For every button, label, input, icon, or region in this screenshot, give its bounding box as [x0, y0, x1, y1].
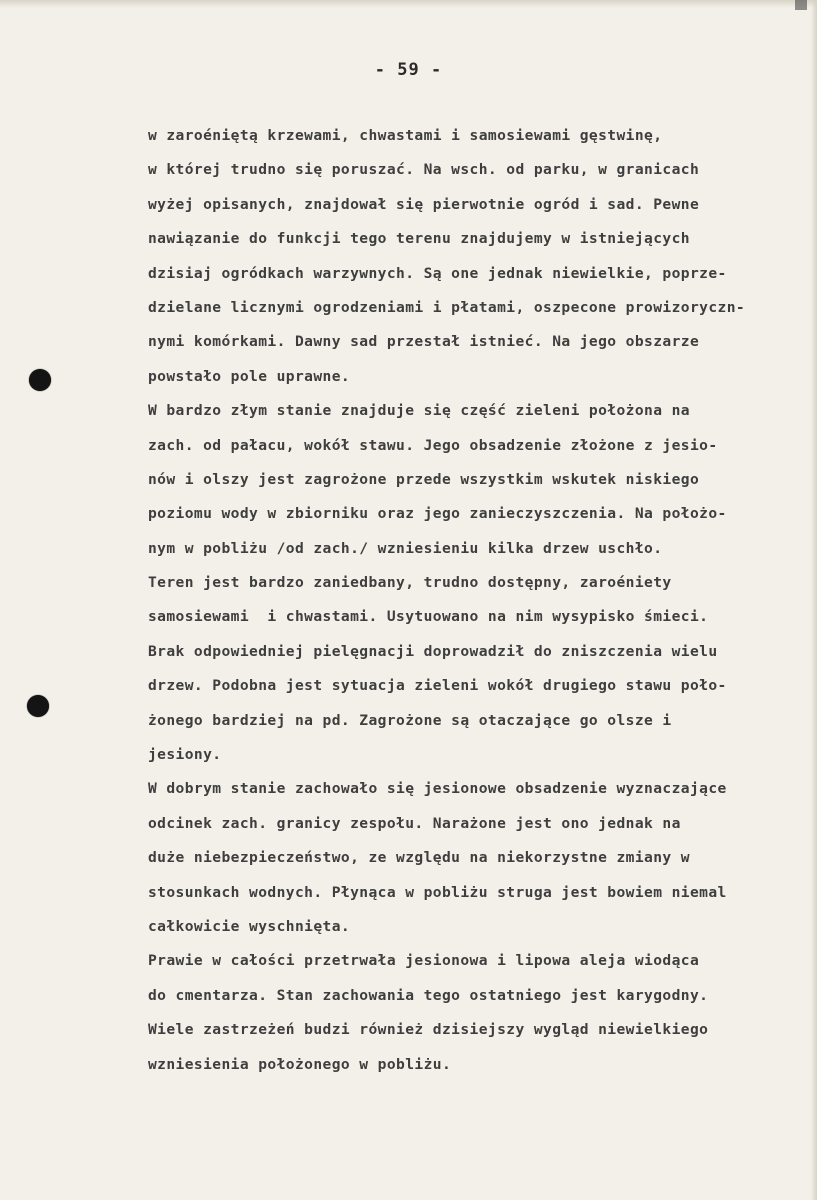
page-top-edge: [0, 0, 817, 8]
text-line: dzielane licznymi ogrodzeniami i płatami, oszpecone prowizoryczn-: [148, 298, 746, 316]
text-line: W bardzo złym stanie znajduje się część zieleni położona na: [148, 402, 690, 420]
text-line: zach. od pałacu, wokół stawu. Jego obsadzenie złożone z jesio-: [148, 436, 718, 454]
text-line: Wiele zastrzeżeń budzi również dzisiejszy wygląd niewielkiego: [148, 1021, 709, 1039]
text-line: Prawie w całości przetrwała jesionowa i lipowa aleja wiodąca: [148, 952, 700, 970]
text-line: wyżej opisanych, znajdował się pierwotnie ogród i sad. Pewne: [148, 195, 700, 213]
text-line: żonego bardziej na pd. Zagrożone są otaczające go olsze i: [148, 711, 672, 729]
text-line: drzew. Podobna jest sytuacja zieleni wokół drugiego stawu poło-: [148, 677, 727, 695]
text-line: całkowicie wyschnięta.: [148, 917, 351, 935]
text-line: poziomu wody w zbiorniku oraz jego zanieczyszczenia. Na położo-: [148, 505, 727, 523]
text-line: Brak odpowiedniej pielęgnacji doprowadził do zniszczenia wielu: [148, 642, 718, 660]
corner-mark: [795, 0, 807, 10]
text-line: stosunkach wodnych. Płynąca w pobliżu struga jest bowiem niemal: [148, 883, 727, 901]
text-line: nym w pobliżu /od zach./ wzniesieniu kilka drzew uschło.: [148, 539, 663, 557]
text-line: nawiązanie do funkcji tego terenu znajdujemy w istniejących: [148, 230, 690, 248]
text-line: w zaroéniętą krzewami, chwastami i samosiewami gęstwinę,: [148, 127, 663, 144]
text-line: w której trudno się poruszać. Na wsch. od parku, w granicach: [148, 161, 700, 179]
text-line: duże niebezpieczeństwo, ze względu na niekorzystne zmiany w: [148, 849, 690, 867]
text-line: W dobrym stanie zachowało się jesionowe obsadzenie wyznaczające: [148, 780, 727, 798]
typewritten-body: [148, 119, 817, 1082]
text-line: nów i olszy jest zagrożone przede wszystkim wskutek niskiego: [148, 470, 700, 488]
text-line: dzisiaj ogródkach warzywnych. Są one jednak niewielkie, poprze-: [148, 264, 727, 282]
text-line: do cmentarza. Stan zachowania tego ostatniego jest karygodny.: [148, 986, 709, 1004]
text-line: jesiony.: [148, 746, 222, 764]
page-number: - 59 -: [374, 60, 443, 80]
punch-hole: [27, 695, 49, 717]
text-line: odcinek zach. granicy zespołu. Narażone jest ono jednak na: [148, 814, 681, 832]
text-line: wzniesienia położonego w pobliżu.: [148, 1055, 452, 1073]
text-line: Teren jest bardzo zaniedbany, trudno dostępny, zaroéniety: [148, 574, 672, 592]
punch-hole: [29, 369, 51, 391]
text-line: powstało pole uprawne.: [148, 367, 351, 385]
text-line: samosiewami i chwastami. Usytuowano na nim wysypisko śmieci.: [148, 608, 709, 626]
text-line: nymi komórkami. Dawny sad przestał istnieć. Na jego obszarze: [148, 333, 700, 351]
